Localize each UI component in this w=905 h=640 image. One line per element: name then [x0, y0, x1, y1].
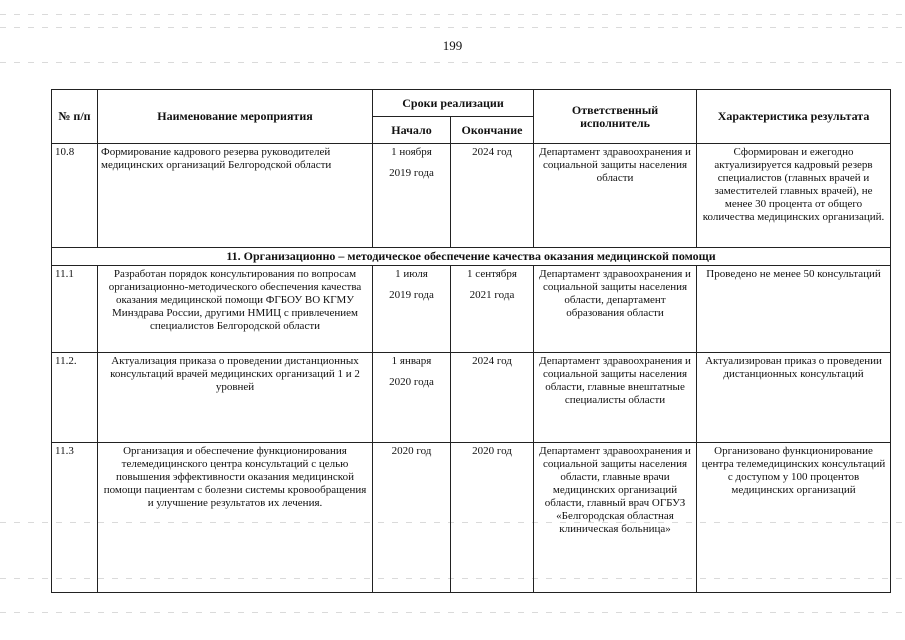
header-row [52, 90, 891, 117]
table-row [52, 266, 891, 353]
row-num: 11.2. [52, 353, 98, 443]
section-row [52, 248, 891, 266]
row-end-day: 2024 год [472, 355, 512, 367]
row-start-year: 2019 года [389, 289, 434, 301]
row-num: 11.3 [52, 443, 98, 593]
section-title: 11. Организационно – методическое обеспечение качества оказания медицинской помощи [52, 248, 891, 266]
row-end-year: 2021 года [469, 289, 515, 301]
row-result: Проведено не менее 50 консультаций [697, 266, 891, 353]
row-responsible: Департамент здравоохранения и социальной защиты населения области, главные врачи медицинских организаций области, главный врач ОГБУЗ «Белгородская областная клиническая больница» [534, 443, 697, 593]
row-num: 11.1 [52, 266, 98, 353]
row-start-year: 2019 года [389, 167, 434, 179]
row-name: Разработан порядок консультирования по вопросам организационно-методического обеспечения качества оказания медицинской помощи ФГБОУ ВО КГМУ Минздрава России, другими НМИЦ с привлечением специалистов Белгородской области [98, 266, 373, 353]
row-start-day: 1 июля [395, 268, 428, 280]
header-responsible: Ответственный исполнитель [534, 90, 697, 144]
table-row [52, 443, 891, 593]
row-start [373, 353, 451, 443]
page-number: 199 [442, 38, 463, 53]
header-terms: Сроки реализации [373, 90, 534, 117]
row-responsible: Департамент здравоохранения и социальной защиты населения области [534, 144, 697, 248]
row-result: Актуализирован приказ о проведении дистанционных консультаций [697, 353, 891, 443]
row-end [451, 266, 534, 353]
header-result: Характеристика результата [697, 90, 891, 144]
row-end-day: 2020 год [472, 445, 512, 457]
row-responsible: Департамент здравоохранения и социальной защиты населения области, департамент образования области [534, 266, 697, 353]
row-end-day: 1 сентября [467, 268, 517, 280]
row-start [373, 144, 451, 248]
row-start [373, 266, 451, 353]
header-num: № п/п [52, 90, 98, 144]
row-end-day: 2024 год [472, 146, 512, 158]
row-result: Сформирован и ежегодно актуализируется кадровый резерв специалистов (главных врачей и заместителей главных врачей), не менее 30 процента от общего количества медицинских организаций. [697, 144, 891, 248]
row-start-day: 1 ноября [391, 146, 432, 158]
row-end [451, 353, 534, 443]
row-start-day: 2020 год [391, 445, 432, 457]
row-result: Организовано функционирование центра телемедицинских консультаций с доступом у 100 процентов медицинских организаций [697, 443, 891, 593]
row-num: 10.8 [52, 144, 98, 248]
measures-table [51, 89, 891, 593]
table-row [52, 144, 891, 248]
row-start [373, 443, 451, 593]
row-name: Актуализация приказа о проведении дистанционных консультаций врачей медицинских организаций 1 и 2 уровней [98, 353, 373, 443]
row-name: Организация и обеспечение функционирования телемедицинского центра консультаций с целью повышения эффективности оказания медицинской помощи пациентам с болезни системы кровообращения и улучшение результатов их лечения. [98, 443, 373, 593]
row-end [451, 443, 534, 593]
row-responsible: Департамент здравоохранения и социальной защиты населения области, главные внештатные специалисты области [534, 353, 697, 443]
header-name: Наименование мероприятия [98, 90, 373, 144]
row-end [451, 144, 534, 248]
row-name: Формирование кадрового резерва руководителей медицинских организаций Белгородской области [98, 144, 373, 248]
table-row [52, 353, 891, 443]
row-start-day: 1 января [391, 355, 432, 367]
row-start-year: 2020 года [389, 376, 434, 388]
header-end: Окончание [451, 117, 534, 144]
header-start: Начало [373, 117, 451, 144]
